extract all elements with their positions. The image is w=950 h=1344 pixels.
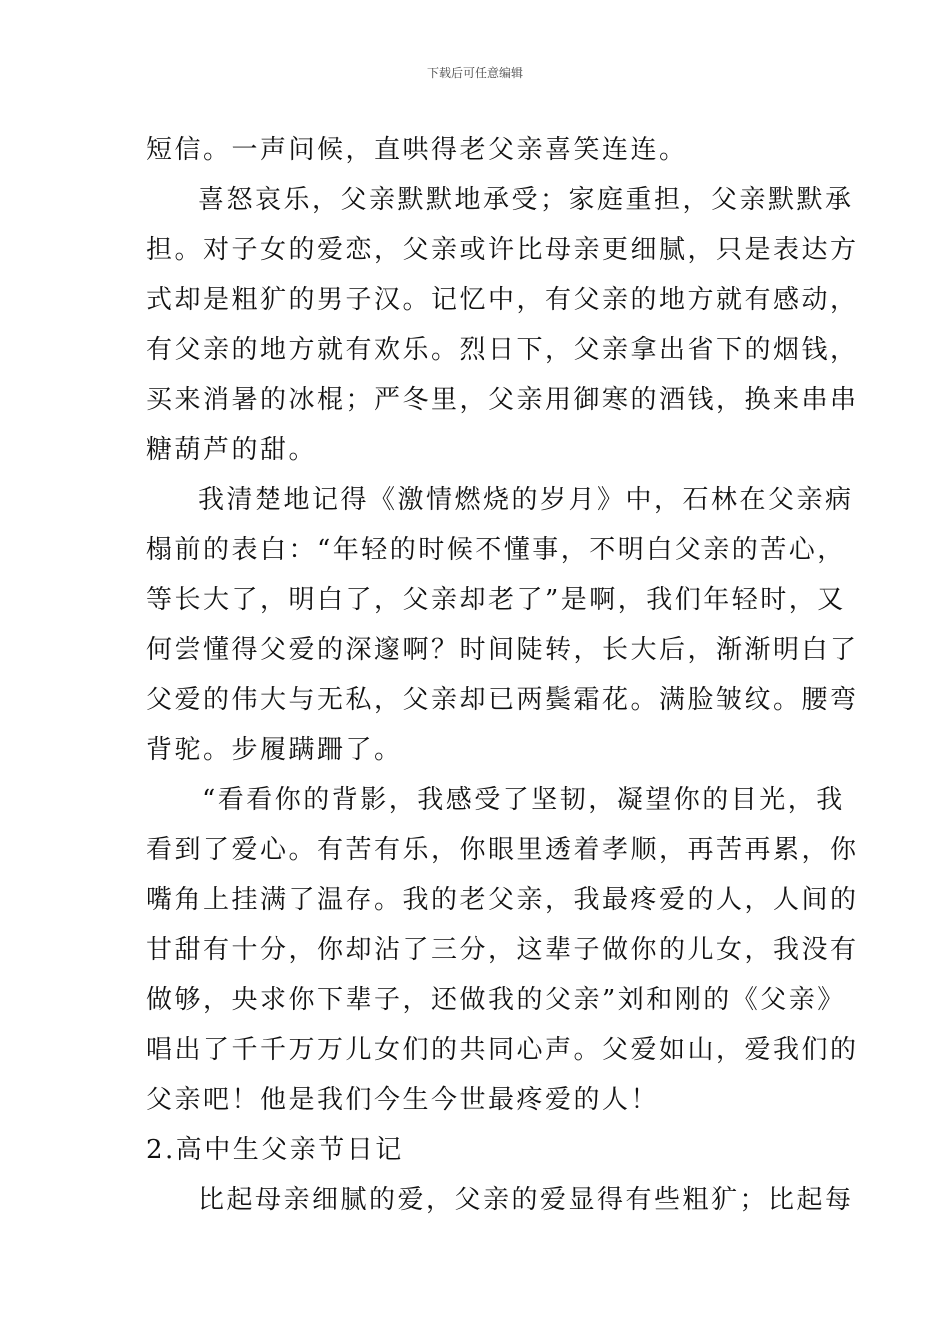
section-heading: 2.高中生父亲节日记 [146,1135,404,1165]
text-line: 背驼。步履蹒跚了。 [146,735,403,765]
text-line: “看看你的背影，我感受了坚韧，凝望你的目光，我 [202,785,845,815]
text-line: 我清楚地记得《激情燃烧的岁月》中，石林在父亲病 [198,485,854,515]
text-line: 甘甜有十分，你却沾了三分，这辈子做你的儿女，我没有 [146,935,859,965]
text-line: 何尝懂得父爱的深邃啊？时间陡转，长大后，渐渐明白了 [146,635,859,665]
text-line: 喜怒哀乐，父亲默默地承受；家庭重担，父亲默默承 [198,185,854,215]
text-line: 式却是粗犷的男子汉。记忆中，有父亲的地方就有感动， [146,285,859,315]
text-line: 担。对子女的爱恋，父亲或许比母亲更细腻，只是表达方 [146,235,859,265]
text-line: 比起母亲细腻的爱，父亲的爱显得有些粗犷；比起每 [198,1185,854,1215]
text-line: 做够，央求你下辈子，还做我的父亲”刘和刚的《父亲》 [146,985,846,1015]
text-line: 父亲吧！他是我们今生今世最疼爱的人！ [146,1085,660,1115]
text-line: 买来消暑的冰棍；严冬里，父亲用御寒的酒钱，换来串串 [146,385,859,415]
page-header: 下载后可任意编辑 [426,66,523,80]
text-line: 榻前的表白：“年轻的时候不懂事，不明白父亲的苦心， [146,535,846,565]
text-line: 有父亲的地方就有欢乐。烈日下，父亲拿出省下的烟钱， [146,335,859,365]
text-line: 短信。一声问候，直哄得老父亲喜笑连连。 [146,135,688,165]
text-line: 等长大了，明白了，父亲却老了”是啊，我们年轻时，又 [146,585,846,615]
text-line: 父爱的伟大与无私，父亲却已两鬓霜花。满脸皱纹。腰弯 [146,685,859,715]
text-line: 唱出了千千万万儿女们的共同心声。父爱如山，爱我们的 [146,1035,859,1065]
text-line: 糖葫芦的甜。 [146,435,318,465]
text-line: 嘴角上挂满了温存。我的老父亲，我最疼爱的人，人间的 [146,885,859,915]
text-line: 看到了爱心。有苦有乐，你眼里透着孝顺，再苦再累，你 [146,835,859,865]
